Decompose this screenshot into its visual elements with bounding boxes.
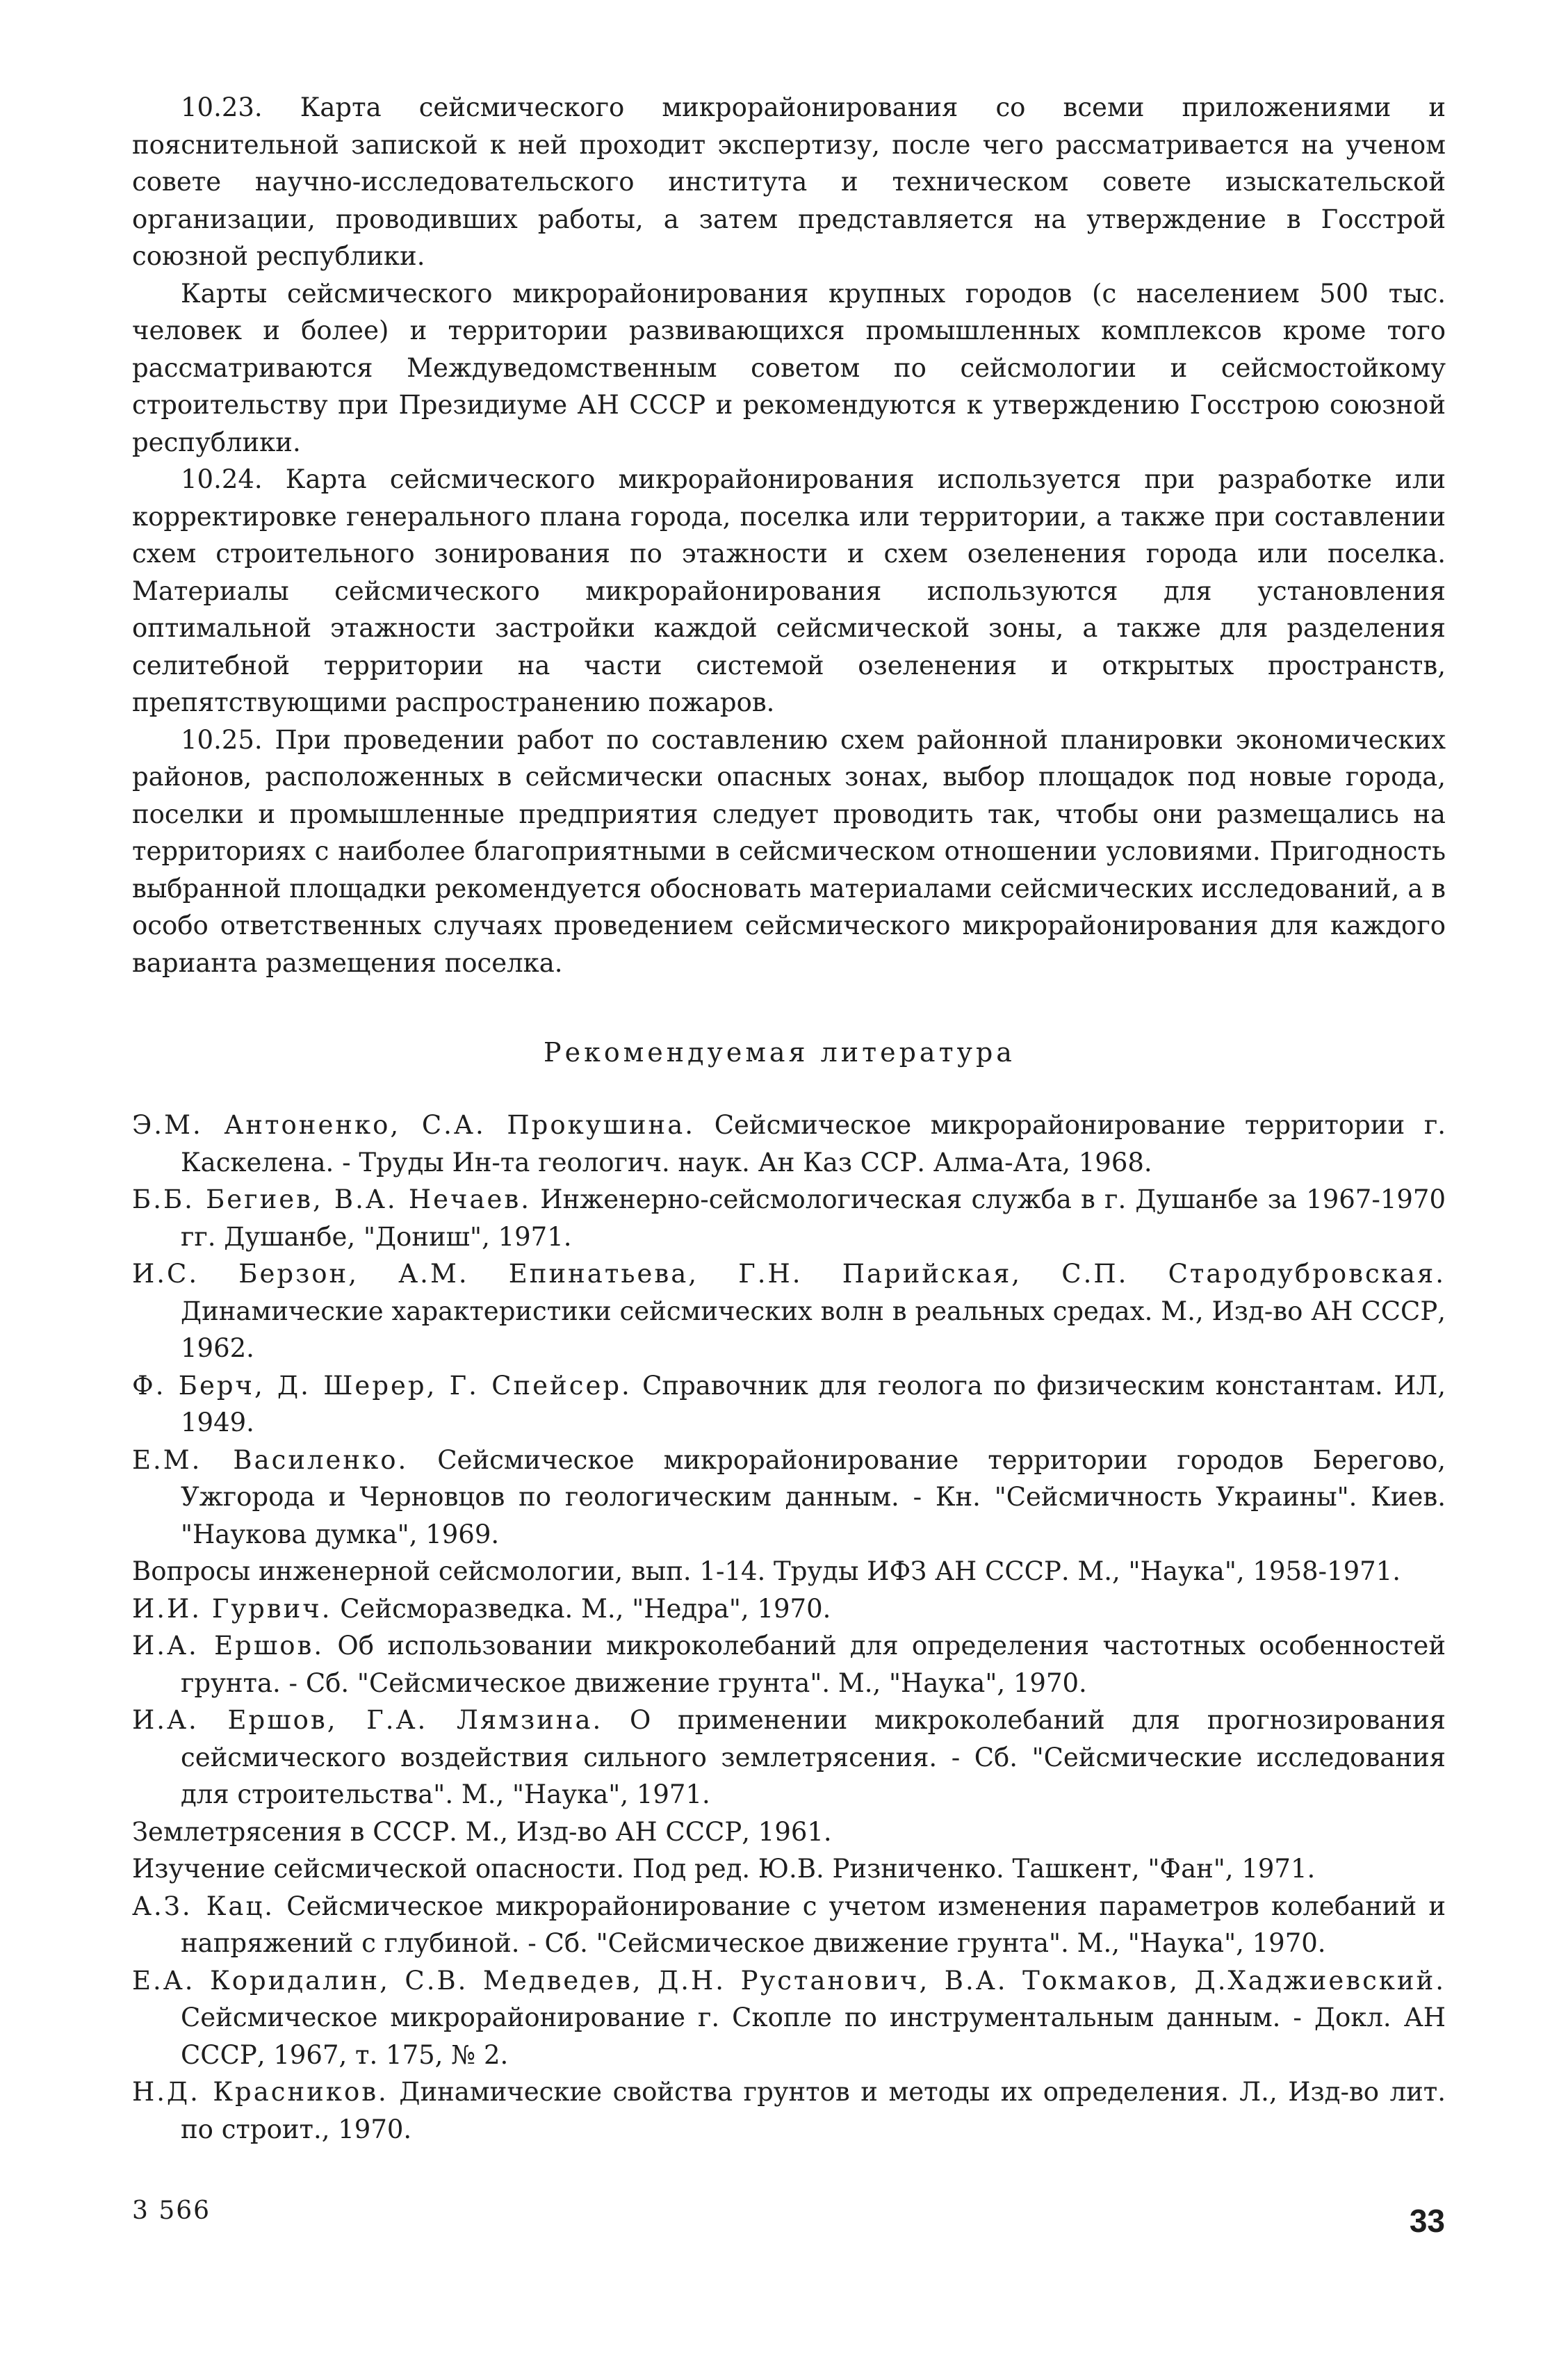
printer-signature: 3 566 <box>132 2196 211 2225</box>
reference-item <box>132 1813 1446 1851</box>
reference-authors: Е.М. Василенко. <box>132 1444 409 1475</box>
reference-text: Сейсмическое микрорайонирование г. Скопле по инструментальным данным. - Докл. АН СССР, 1967, т. 175, № 2. <box>181 2003 1446 2070</box>
reference-text: Об использовании микроколебаний для определения частотных особенностей грунта. - Сб. "Сейсмическое движение грунта". М., "Наука", 1970. <box>181 1631 1446 1698</box>
page-number: 33 <box>1409 2203 1445 2239</box>
reference-authors: Н.Д. Красников. <box>132 2077 389 2107</box>
reference-text: О применении микроколебаний для прогнозирования сейсмического воздействия сильного землетрясения. - Сб. "Сейсмические исследования для строительства". М., "Наука", 1971. <box>181 1705 1446 1809</box>
paragraph-10-25: 10.25. При проведении работ по составлению схем районной планировки экономических районов, расположенных в сейсмически опасных зонах, выбор площадок под новые города, поселки и промышленные предприятия следует проводить так, чтобы они размещались на территориях с наиболее благоприятными в сейсмическом отношении условиями. Пригодность выбранной площадки рекомендуется обосновать материалами сейсмических исследований, а в особо ответственных случаях проведением сейсмического микрорайонирования для каждого варианта размещения поселка. <box>132 724 1446 978</box>
reference-text: Сейсморазведка. М., "Недра", 1970. <box>340 1593 831 1624</box>
reference-item <box>132 1888 1446 1962</box>
reference-list <box>132 1107 1446 2148</box>
reference-authors: И.С. Берзон, А.М. Епинатьева, Г.Н. Парийская, С.П. Стародубровская. <box>132 1259 1446 1289</box>
reference-text: Землетрясения в СССР. М., Изд-во АН СССР, 1961. <box>132 1816 832 1847</box>
reference-text: Сейсмическое микрорайонирование с учетом изменения параметров колебаний и напряжений с глубиной. - Сб. "Сейсмическое движение грунта". М., "Наука", 1970. <box>181 1891 1446 1958</box>
reference-item <box>132 1367 1446 1442</box>
paragraph-10-24: 10.24. Карта сейсмического микрорайонирования используется при разработке или корректировке генерального плана города, поселка или территории, а также при составлении схем строительного зонирования по этажности и схем озеленения города или поселка. Материалы сейсмического микрорайонирования используются для установления оптимальной этажности застройки каждой сейсмической зоны, а также для разделения селитебной территории на части системой озеленения и открытых пространств, препятствующими распространению пожаров. <box>132 464 1446 717</box>
reference-item <box>132 1107 1446 1181</box>
reference-authors: А.З. Кац. <box>132 1891 275 1921</box>
reference-item <box>132 1255 1446 1367</box>
reference-text: Динамические характеристики сейсмических волн в реальных средах. М., Изд-во АН СССР, 1962. <box>181 1296 1446 1363</box>
reference-text: Динамические свойства грунтов и методы их определения. Л., Изд-во лит. по строит., 1970. <box>181 2077 1446 2144</box>
reference-authors: И.А. Ершов. <box>132 1631 325 1661</box>
reference-text: Вопросы инженерной сейсмологии, вып. 1-14. Труды ИФЗ АН СССР. М., "Наука", 1958-1971. <box>132 1556 1401 1586</box>
reference-text: Сейсмическое микрорайонирование территории г. Каскелена. - Труды Ин-та геологич. наук. Ан Каз ССР. Алма-Ата, 1968. <box>181 1110 1446 1177</box>
section-heading: Рекомендуемая литература <box>544 1037 1015 1068</box>
reference-item <box>132 1850 1446 1888</box>
reference-item <box>132 1627 1446 1702</box>
reference-item <box>132 1553 1446 1590</box>
reference-item <box>132 2073 1446 2148</box>
reference-authors: Е.А. Коридалин, С.В. Медведев, Д.Н. Рустанович, В.А. Токмаков, Д.Хаджиевский. <box>132 1965 1446 1996</box>
paragraph-10-23-cont: Карты сейсмического микрорайонирования крупных городов (с населением 500 тыс. человек и более) и территории развивающихся промышленных комплексов кроме того рассматриваются Междуведомственным советом по сейсмологии и сейсмостойкому строительству при Президиуме АН СССР и рекомендуются к утверждению Госстрою союзной республики. <box>132 278 1446 457</box>
reference-text: Изучение сейсмической опасности. Под ред. Ю.В. Ризниченко. Ташкент, "Фан", 1971. <box>132 1854 1316 1884</box>
paragraph-10-23: 10.23. Карта сейсмического микрорайонирования со всеми приложениями и пояснительной запиской к ней проходит экспертизу, после чего рассматривается на ученом совете научно-исследовательского института и техническом совете изыскательской организации, проводивших работы, а затем представляется на утверждение в Госстрой союзной республики. <box>132 92 1446 271</box>
body-text <box>132 89 1446 981</box>
reference-item <box>132 1962 1446 2074</box>
reference-item <box>132 1442 1446 1554</box>
reference-item <box>132 1181 1446 1255</box>
reference-authors: Э.М. Антоненко, С.А. Прокушина. <box>132 1110 696 1140</box>
reference-item <box>132 1590 1446 1628</box>
reference-text: Сейсмическое микрорайонирование территории городов Берегово, Ужгорода и Черновцов по геологическим данным. - Кн. "Сейсмичность Украины". Киев. "Наукова думка", 1969. <box>181 1444 1446 1549</box>
reference-authors: Ф. Берч, Д. Шерер, Г. Спейсер. <box>132 1370 632 1401</box>
reference-authors: И.А. Ершов, Г.А. Лямзина. <box>132 1705 603 1735</box>
reference-authors: Б.Б. Бегиев, В.А. Нечаев. <box>132 1184 532 1214</box>
reference-text: Справочник для геолога по физическим константам. ИЛ, 1949. <box>181 1370 1446 1437</box>
reference-authors: И.И. Гурвич. <box>132 1593 332 1624</box>
reference-text: Инженерно-сейсмологическая служба в г. Душанбе за 1967-1970 гг. Душанбе, "Дониш", 1971. <box>181 1184 1446 1252</box>
reference-item <box>132 1702 1446 1813</box>
